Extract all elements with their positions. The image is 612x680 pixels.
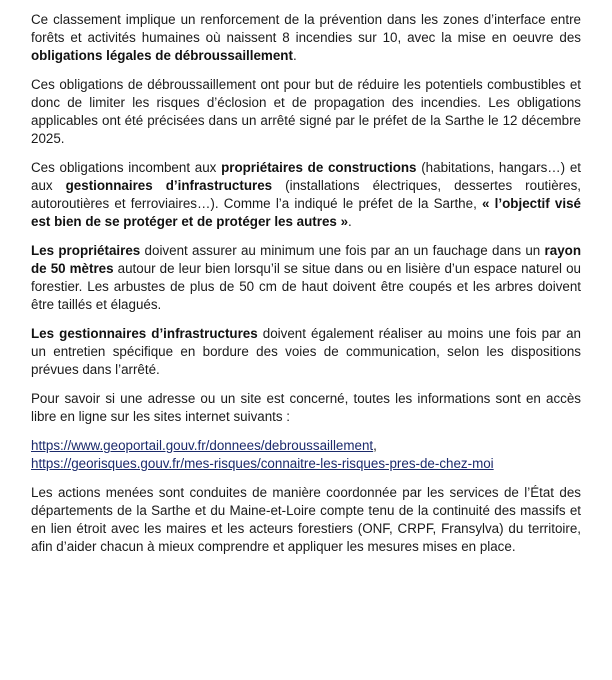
text: Ces obligations incombent aux (31, 160, 222, 175)
paragraph-classement (31, 11, 581, 65)
emphasis-gestionnaires: Les gestionnaires d’infrastructures (31, 326, 258, 341)
link-georisques[interactable]: https://georisques.gouv.fr/mes-risques/connaitre-les-risques-pres-de-chez-moi (31, 456, 494, 471)
text: Ces obligations de débroussaillement ont pour but de réduire les potentiels combustibles et donc de limiter les risques d’éclosion et de propagation des incendies. Les obligations applicables ont été précisées dans un arrêté signé par le préfet de la Sarthe le 12 décembre 2025. (31, 77, 581, 146)
text: . (348, 214, 352, 229)
emphasis-gestionnaires: gestionnaires d’infrastructures (65, 178, 273, 193)
document-body (31, 11, 581, 567)
paragraph-actions (31, 484, 581, 556)
text: Ce classement implique un renforcement de la prévention dans les zones d’interface entre forêts et activités humaines où naissent 8 incendies sur 10, avec la mise en oeuvre des (31, 12, 581, 45)
text: . (292, 48, 297, 63)
text: autour de leur bien lorsqu’il se situe dans ou en lisière d’un espace naturel ou forestier. Les arbustes de plus de 50 cm de haut doivent être coupés et les arbres doivent être taillés et élagués. (31, 261, 581, 312)
paragraph-proprietaires (31, 242, 581, 314)
text: (installations électriques, dessertes routières, autoroutières et ferroviaires…). Comme l’a indiqué le préfet de la Sarthe, (31, 178, 581, 211)
link-geoportail[interactable]: https://www.geoportail.gouv.fr/donnees/debroussaillement (31, 438, 374, 453)
paragraph-savoir (31, 390, 581, 426)
emphasis-proprietaires: Les propriétaires (31, 243, 141, 258)
text: Les actions menées sont conduites de manière coordonnée par les services de l’État des départements de la Sarthe et du Maine-et-Loire compte tenu de la continuité des massifs et en lien étroit avec les maires et les acteurs forestiers (ONF, CRPF, Fransylva) du territoire, afin d’aider chacun à mieux comprendre et appliquer les mesures mises en place. (31, 485, 581, 554)
emphasis-proprietaires: propriétaires de constructions (221, 160, 417, 175)
quote-prefet: « l’objectif visé est bien de se protéger et de protéger les autres » (31, 196, 581, 229)
emphasis-obligations: obligations légales de débroussaillement (31, 48, 293, 63)
text: , (373, 438, 377, 453)
paragraph-obligations-but (31, 76, 581, 148)
text: doivent assurer au minimum une fois par an un fauchage dans un (140, 243, 545, 258)
emphasis-rayon: rayon de 50 mètres (31, 243, 582, 276)
text: Pour savoir si une adresse ou un site est concerné, toutes les informations sont en accès libre en ligne sur les sites internet suivants : (31, 391, 581, 424)
text: doivent également réaliser au moins une fois par an un entretien spécifique en bordure des voies de communication, selon les dispositions prévues dans l’arrêté. (31, 326, 581, 377)
paragraph-obligations-incombent (31, 159, 581, 231)
text: (habitations, hangars…) et aux (31, 160, 582, 193)
paragraph-links (31, 437, 581, 473)
paragraph-gestionnaires (31, 325, 581, 379)
